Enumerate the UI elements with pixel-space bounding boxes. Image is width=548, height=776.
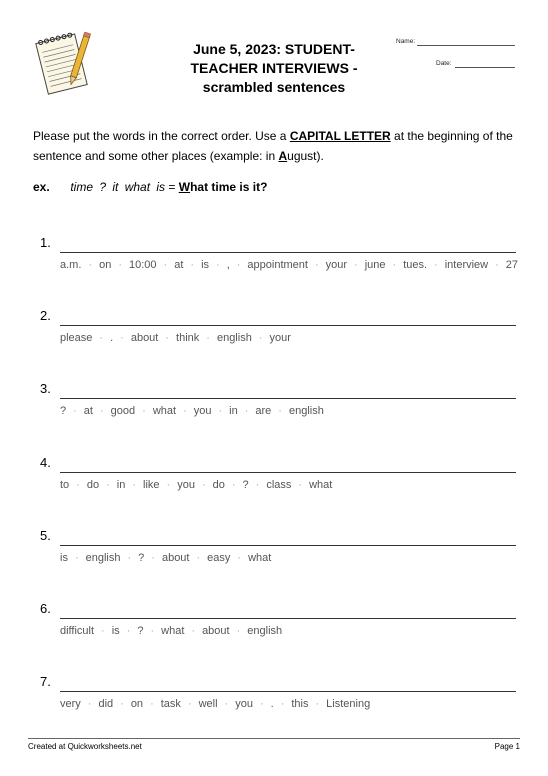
word-separator: · bbox=[190, 259, 195, 271]
scrambled-words bbox=[60, 697, 516, 711]
example-answer bbox=[179, 180, 268, 194]
question-number: 4. bbox=[40, 454, 51, 470]
word-separator: · bbox=[74, 551, 79, 564]
scrambled-word: on bbox=[99, 259, 112, 271]
scrambled-word: what bbox=[161, 625, 185, 637]
word-separator: · bbox=[187, 698, 192, 711]
august-rest: ugust bbox=[287, 149, 317, 163]
date-label: Date: bbox=[436, 60, 452, 67]
word-separator: · bbox=[255, 478, 260, 491]
scrambled-word: at bbox=[174, 259, 184, 271]
word-separator: · bbox=[150, 698, 154, 711]
word-separator: · bbox=[315, 698, 320, 711]
question-number: 1. bbox=[40, 235, 51, 250]
scrambled-word: is bbox=[201, 259, 210, 271]
date-field[interactable] bbox=[455, 67, 515, 68]
scrambled-word: did bbox=[98, 698, 114, 711]
word-separator: · bbox=[163, 259, 168, 271]
word-separator: · bbox=[101, 625, 105, 637]
word-separator: · bbox=[73, 405, 77, 418]
scrambled-word: difficult bbox=[60, 625, 95, 637]
scrambled-word: . bbox=[110, 332, 114, 345]
answer-line[interactable] bbox=[60, 325, 516, 326]
scrambled-word: interview bbox=[444, 259, 489, 271]
scrambled-word: ? bbox=[60, 405, 67, 418]
question-number: 2. bbox=[40, 308, 51, 324]
answer-line[interactable] bbox=[60, 398, 516, 399]
scrambled-words bbox=[60, 478, 516, 492]
instructions bbox=[33, 126, 523, 166]
name-field[interactable] bbox=[417, 45, 515, 46]
word-separator: · bbox=[201, 478, 206, 491]
scrambled-word: think bbox=[176, 332, 200, 345]
instructions-part-2: at the beginning of the sentence and some other places (example: in bbox=[33, 129, 513, 163]
scrambled-word: is bbox=[111, 625, 120, 637]
scrambled-word: you bbox=[177, 478, 195, 491]
word-separator: · bbox=[354, 259, 358, 271]
word-separator: · bbox=[150, 625, 155, 637]
scrambled-word: your bbox=[269, 332, 291, 345]
scrambled-word: what bbox=[152, 405, 177, 418]
word-separator: · bbox=[127, 551, 132, 564]
word-separator: · bbox=[132, 478, 137, 491]
word-separator: · bbox=[88, 259, 93, 271]
scrambled-word: Listening bbox=[326, 698, 371, 711]
word-separator: · bbox=[392, 259, 397, 271]
question-number: 6. bbox=[40, 601, 51, 616]
word-separator: · bbox=[434, 259, 438, 271]
example-row bbox=[33, 180, 267, 194]
word-separator: · bbox=[151, 551, 155, 564]
scrambled-word: you bbox=[193, 405, 212, 418]
scrambled-word: what bbox=[309, 478, 333, 491]
scrambled-word: is bbox=[60, 551, 68, 564]
scrambled-word: very bbox=[60, 698, 81, 711]
scrambled-word: about bbox=[161, 551, 190, 564]
scrambled-word: what bbox=[248, 551, 272, 564]
question-number: 5. bbox=[40, 527, 51, 543]
scrambled-word: are bbox=[255, 405, 272, 418]
word-separator: · bbox=[166, 478, 171, 491]
word-separator: · bbox=[165, 332, 170, 345]
scrambled-word: like bbox=[143, 478, 160, 491]
title-line-2: TEACHER INTERVIEWS - bbox=[190, 60, 358, 76]
word-separator: · bbox=[99, 332, 104, 345]
example-equals: = bbox=[165, 180, 179, 194]
scrambled-word: at bbox=[83, 405, 93, 418]
scrambled-word: easy bbox=[207, 551, 231, 564]
footer-divider bbox=[28, 738, 520, 739]
example-label: ex. bbox=[33, 180, 50, 194]
scrambled-word: ? bbox=[242, 478, 249, 491]
scrambled-words bbox=[60, 331, 516, 345]
scrambled-words bbox=[60, 551, 516, 565]
example-answer-rest: hat time is it? bbox=[190, 180, 268, 194]
scrambled-words bbox=[60, 258, 519, 272]
word-separator: · bbox=[314, 259, 319, 271]
word-separator: · bbox=[87, 698, 92, 711]
word-separator: · bbox=[196, 551, 201, 564]
scrambled-word: do bbox=[212, 478, 225, 491]
word-separator: · bbox=[142, 405, 146, 418]
scrambled-word: please bbox=[60, 332, 93, 345]
word-separator: · bbox=[218, 405, 223, 418]
scrambled-word: , bbox=[226, 259, 230, 271]
name-label: Name: bbox=[396, 38, 416, 45]
answer-line[interactable] bbox=[60, 618, 516, 619]
word-separator: · bbox=[258, 332, 263, 345]
scrambled-word: tues. bbox=[403, 259, 428, 271]
word-separator: · bbox=[231, 478, 236, 491]
scrambled-word: this bbox=[291, 698, 309, 711]
word-separator: · bbox=[224, 698, 229, 711]
word-separator: · bbox=[259, 698, 264, 711]
scrambled-words bbox=[60, 624, 516, 638]
word-separator: · bbox=[236, 625, 241, 637]
word-separator: · bbox=[183, 405, 187, 418]
scrambled-word: . bbox=[270, 698, 274, 711]
word-separator: · bbox=[106, 478, 110, 491]
scrambled-word: a.m. bbox=[60, 259, 82, 271]
notepad-pencil-icon bbox=[30, 30, 94, 100]
scrambled-word: english bbox=[85, 551, 121, 564]
capital-letter-emphasis: CAPITAL LETTER bbox=[289, 129, 391, 143]
word-separator: · bbox=[298, 478, 303, 491]
scrambled-word: june bbox=[364, 259, 386, 271]
word-separator: · bbox=[244, 405, 249, 418]
scrambled-words bbox=[60, 404, 516, 418]
scrambled-word: english bbox=[216, 332, 252, 345]
word-separator: · bbox=[236, 259, 241, 271]
example-answer-first-letter: W bbox=[178, 180, 191, 194]
word-separator: · bbox=[126, 625, 131, 637]
scrambled-word: well bbox=[198, 698, 218, 711]
word-separator: · bbox=[237, 551, 242, 564]
scrambled-word: appointment bbox=[247, 259, 308, 271]
answer-line[interactable] bbox=[60, 472, 516, 473]
scrambled-word: about bbox=[202, 625, 230, 637]
word-separator: · bbox=[120, 698, 124, 711]
answer-line[interactable] bbox=[60, 691, 516, 692]
question-number: 7. bbox=[40, 674, 51, 690]
word-separator: · bbox=[278, 405, 282, 418]
scrambled-word: you bbox=[235, 698, 253, 711]
word-separator: · bbox=[216, 259, 220, 271]
word-separator: · bbox=[76, 478, 80, 491]
question-number: 3. bbox=[40, 381, 51, 397]
scrambled-word: do bbox=[86, 478, 100, 491]
scrambled-word: on bbox=[130, 698, 144, 711]
worksheet-title bbox=[150, 40, 398, 97]
scrambled-word: 27 bbox=[505, 259, 519, 271]
word-separator: · bbox=[191, 625, 196, 637]
scrambled-word: task bbox=[160, 698, 181, 711]
scrambled-word: good bbox=[110, 405, 136, 418]
word-separator: · bbox=[280, 698, 285, 711]
scrambled-word: in bbox=[116, 478, 126, 491]
title-line-3: scrambled sentences bbox=[202, 79, 346, 95]
word-separator: · bbox=[120, 332, 124, 345]
word-separator: · bbox=[118, 259, 122, 271]
scrambled-word: 10:00 bbox=[129, 259, 157, 271]
scrambled-word: your bbox=[325, 259, 348, 271]
word-separator: · bbox=[495, 259, 499, 271]
scrambled-word: class bbox=[266, 478, 292, 491]
answer-line[interactable] bbox=[60, 545, 516, 546]
scrambled-word: ? bbox=[137, 625, 144, 637]
scrambled-word: english bbox=[247, 625, 283, 637]
scrambled-word: about bbox=[130, 332, 159, 345]
example-scrambled-words: time ? it what is bbox=[70, 180, 166, 194]
footer-credit: Created at Quickworksheets.net bbox=[28, 742, 142, 751]
footer-page-number: Page 1 bbox=[494, 742, 520, 751]
instructions-part-3: ). bbox=[316, 149, 324, 163]
answer-line[interactable] bbox=[60, 252, 516, 253]
august-first-letter: A bbox=[278, 149, 288, 163]
word-separator: · bbox=[99, 405, 104, 418]
instructions-part-1: Please put the words in the correct order. Use a bbox=[33, 129, 290, 143]
scrambled-word: in bbox=[229, 405, 238, 418]
scrambled-word: to bbox=[60, 478, 70, 491]
word-separator: · bbox=[206, 332, 210, 345]
scrambled-word: ? bbox=[138, 551, 145, 564]
title-line-1: June 5, 2023: STUDENT- bbox=[193, 41, 355, 57]
scrambled-word: english bbox=[288, 405, 324, 418]
